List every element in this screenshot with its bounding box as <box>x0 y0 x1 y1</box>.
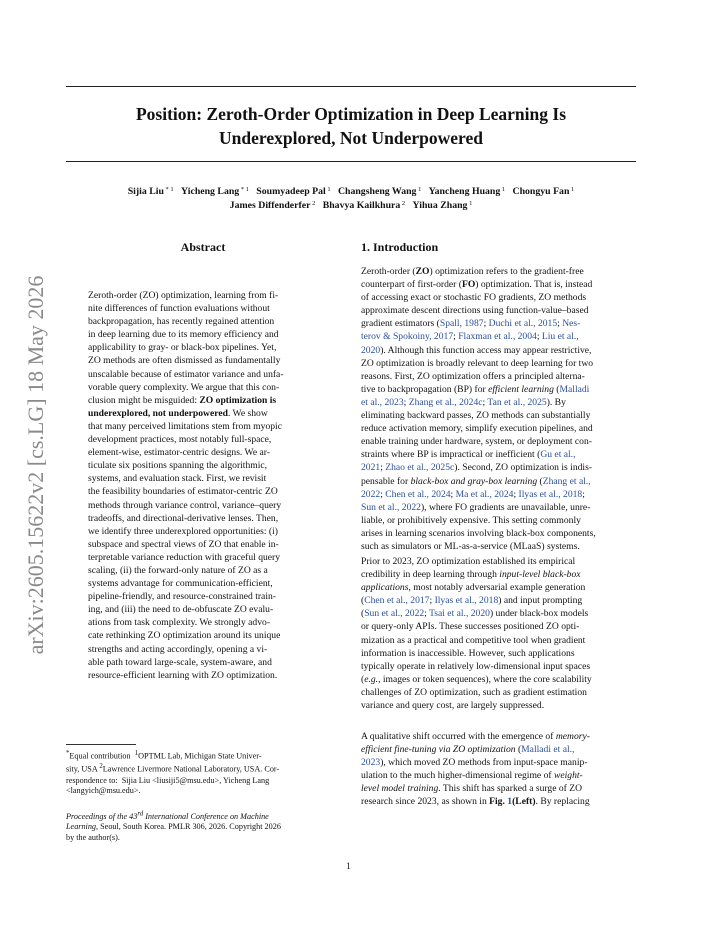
author-name: Soumyadeep Pal <box>256 186 326 197</box>
intro-p1-line: tive to backpropagation (BP) for efficient learning (Malladi <box>361 383 590 395</box>
intro-p1-line: terov & Spokoiny, 2017; Flaxman et al., 2004; Liu et al., <box>361 331 579 343</box>
abstract-line: underexplored, not underpowered. We show <box>88 407 268 419</box>
affiliation-footnote <box>66 749 342 797</box>
author-name: James Diffenderfer <box>229 200 311 211</box>
intro-p2-line: variance and query cost, are largely suppressed. <box>361 700 545 712</box>
intro-p2-line: Prior to 2023, ZO optimization established its empirical <box>361 556 576 567</box>
abstract-line: development practices, most notably full-space, <box>88 434 272 446</box>
abstract-line: Zeroth-order (ZO) optimization, learning from fi- <box>88 290 279 301</box>
intro-p1-line: 2021; Zhao et al., 2025c). Second, ZO optimization is indis- <box>361 462 593 474</box>
intro-p1-line: Sun et al., 2022), where FO gradients are unavailable, unre- <box>361 501 591 513</box>
abstract-line: ations from task complexity. We strongly advo- <box>88 617 271 629</box>
intro-p1-line: 2022; Chen et al., 2024; Ma et al., 2024; Ilyas et al., 2018; <box>361 488 585 500</box>
proceedings-line: by the author(s). <box>66 832 120 842</box>
intro-p3-line: level model training. This shift has sparked a surge of ZO <box>361 783 583 795</box>
author-affiliation-mark: 1 <box>467 200 473 207</box>
abstract-line: subspace and spectral views of ZO that enable in- <box>88 538 279 550</box>
author-affiliation-mark: * 1 <box>239 186 249 193</box>
abstract-body <box>88 289 318 682</box>
author-affiliation-mark: 2 <box>310 200 316 207</box>
abstract-line: scaling, (ii) the forward-only nature of ZO as a <box>88 564 268 576</box>
abstract-line: the feasibility boundaries of estimator-centric ZO <box>88 486 278 498</box>
author-affiliation-mark: 1 <box>325 186 331 193</box>
intro-p1-line: of accessing exact or stochastic FO gradients, ZO methods <box>361 292 587 304</box>
intro-p1-line: enable training under hardware, system, or deployment con- <box>361 436 592 448</box>
intro-p1-line: et al., 2023; Zhang et al., 2024c; Tan et al., 2025). By <box>361 396 566 408</box>
author-name: Bhavya Kailkhura <box>322 200 401 211</box>
author-name: Yicheng Lang <box>181 186 240 197</box>
affiliation-line: sity, USA $^2$Lawrence Livermore National Laboratory, USA. Cor- <box>66 763 280 775</box>
intro-p3-line: research since 2023, as shown in Fig. 1(Left). By replacing <box>361 796 590 808</box>
abstract-line: we identify three underexplored opportunities: (i) <box>88 525 278 537</box>
author-affiliation-mark: 2 <box>400 200 406 207</box>
intro-p1-line: Zeroth-order (ZO) optimization refers to the gradient-free <box>361 266 584 277</box>
author-list <box>66 185 636 213</box>
intro-p1-line: 2020). Although this function access may appear restrictive, <box>361 344 592 356</box>
affiliation-line: respondence to: Sijia Liu <liusiji5@msu.edu>, Yicheng Lang <box>66 775 270 785</box>
intro-p2-line: information is inaccessible. However, such applications <box>361 647 575 659</box>
author-name: Sijia Liu <box>127 186 164 197</box>
top-rule <box>66 86 636 87</box>
author-affiliation-mark: 1 <box>500 186 506 193</box>
intro-p1-line: arises in learning scenarios involving black-box components, <box>361 527 596 539</box>
intro-p2-line: (Sun et al., 2022; Tsai et al., 2020) under black-box models <box>361 608 589 620</box>
proceedings-line: Proceedings of the 43rd International Conference on Machine <box>66 810 269 821</box>
author-name: Yancheng Huang <box>428 186 501 197</box>
author-affiliation-mark: * 1 <box>163 186 174 193</box>
abstract-line: backpropagation, has recently regained attention <box>88 316 275 328</box>
intro-p2-line: or query-only APIs. These successes positioned ZO opti- <box>361 621 580 633</box>
abstract-line: systems advantage for communication-efficient, <box>88 578 273 590</box>
abstract-line: terpretable variance reduction with graceful query <box>88 551 281 563</box>
intro-p1-line: reasons. First, ZO optimization offers a principled alterna- <box>361 370 585 382</box>
abstract-line: pipeline-friendly, and resource-constrained train- <box>88 591 276 603</box>
proceedings-line: Learning, Seoul, South Korea. PMLR 306, 2026. Copyright 2026 <box>66 822 281 832</box>
intro-paragraph-3 <box>361 730 637 809</box>
intro-p1-line: reduce activation memory, simplify execution pipelines, and <box>361 423 593 435</box>
intro-p1-line: counterpart of first-order (FO) optimization. That is, instead <box>361 279 593 291</box>
intro-p1-line: eliminating backward passes, ZO methods can substantially <box>361 410 591 422</box>
abstract-heading: Abstract <box>180 240 226 254</box>
intro-p2-line: mization as a practical and competitive tool when gradient <box>361 634 586 646</box>
page-number: 1 <box>346 862 351 872</box>
intro-p3-line: 2023), which moved ZO methods from input-space manip- <box>361 757 588 769</box>
abstract-line: ticulate six positions spanning the algorithmic, <box>88 460 268 472</box>
intro-p2-line: credibility in deep learning through input-level black-box <box>361 569 581 581</box>
abstract-line: able path toward large-scale, system-aware, and <box>88 656 272 668</box>
proceedings-footnote <box>66 809 342 844</box>
intro-paragraph-2 <box>361 555 637 712</box>
title-bottom-rule <box>66 161 636 162</box>
abstract-line: resource-efficient learning with ZO optimization. <box>88 669 278 681</box>
abstract-line: nite differences of function evaluations without <box>88 303 270 315</box>
intro-p1-line: gradient estimators (Spall, 1987; Duchi et al., 2015; Nes- <box>361 318 581 330</box>
arxiv-stamp: arXiv:2605.15622v2 [cs.LG] 18 May 2026 <box>23 275 48 655</box>
author-name: Yihua Zhang <box>412 200 468 211</box>
intro-p2-line: (Chen et al., 2017; Ilyas et al., 2018) and input prompting <box>361 595 583 607</box>
intro-p1-line: pensable for black-box and gray-box learning (Zhang et al., <box>361 475 591 487</box>
intro-p2-line: typically operate in relatively low-dimensional input spaces <box>361 660 591 672</box>
abstract-line: vorable query complexity. We argue that this con- <box>88 381 280 393</box>
abstract-line: clusion might be misguided: ZO optimization is <box>88 394 277 406</box>
author-affiliation-mark: 1 <box>569 186 575 193</box>
abstract-line: tradeoffs, and directional-derivative lenses. Then, <box>88 512 279 524</box>
abstract-line: that many perceived limitations stem from myopic <box>88 420 282 432</box>
paper-title <box>66 102 636 150</box>
intro-p3-line: efficient fine-tuning via ZO optimization (Malladi et al., <box>361 744 575 756</box>
intro-p2-line: (e.g., images or token sequences), where the core scalability <box>361 673 592 685</box>
intro-p1-line: straints where BP is impractical or inefficient (Gu et al., <box>361 449 576 461</box>
author-name: Chongyu Fan <box>512 186 570 197</box>
title-line-2: Underexplored, Not Underpowered <box>219 128 483 148</box>
intro-p3-line: A qualitative shift occurred with the emergence of memory- <box>361 731 590 742</box>
intro-p1-line: liable, or prohibitively expensive. This setting commonly <box>361 514 581 526</box>
abstract-line: cate rethinking ZO optimization around its unique <box>88 630 281 642</box>
author-line-1 <box>66 185 636 199</box>
abstract-line: applicability to gray- or black-box pipelines. Yet, <box>88 342 277 354</box>
author-line-2 <box>66 199 636 213</box>
abstract-line: unscalable because of estimator variance and unfa- <box>88 368 284 380</box>
abstract-line: in deep learning due to its memory efficiency and <box>88 329 279 341</box>
introduction-heading: 1. Introduction <box>361 240 439 254</box>
title-line-1: Position: Zeroth-Order Optimization in Deep Learning Is <box>135 104 567 124</box>
abstract-line: ing, and (iii) the need to de-obfuscate ZO evalu- <box>88 604 274 616</box>
intro-p1-line: ZO optimization is broadly relevant to deep learning for two <box>361 357 594 369</box>
author-name: Changsheng Wang <box>337 186 417 197</box>
abstract-line: strengths and acting accordingly, opening a vi- <box>88 643 268 655</box>
affiliation-line: <langyich@msu.edu>. <box>66 786 141 796</box>
abstract-line: systems, and evaluation stack. First, we revisit <box>88 473 267 485</box>
intro-p2-line: applications, most notably adversarial example generation <box>361 582 586 594</box>
intro-p3-line: ulation to the much higher-dimensional regime of weight- <box>361 770 583 782</box>
abstract-line: ZO methods are often dismissed as fundamentally <box>88 355 281 367</box>
intro-p2-line: challenges of ZO optimization, such as gradient estimation <box>361 686 587 698</box>
abstract-line: element-wise, estimator-centric designs. We ar- <box>88 447 270 459</box>
intro-p1-line: such as simulators or ML-as-a-service (MLaaS) systems. <box>361 540 580 552</box>
footnote-rule <box>66 744 136 745</box>
abstract-line: methods through variance control, variance–query <box>88 499 282 511</box>
intro-paragraph-1 <box>361 265 637 553</box>
author-affiliation-mark: 1 <box>416 186 422 193</box>
intro-p1-line: approximate descent directions using function-value–based <box>361 305 589 317</box>
affiliation-line: *Equal contribution $^1$OPTML Lab, Michigan State Univer- <box>66 750 262 761</box>
